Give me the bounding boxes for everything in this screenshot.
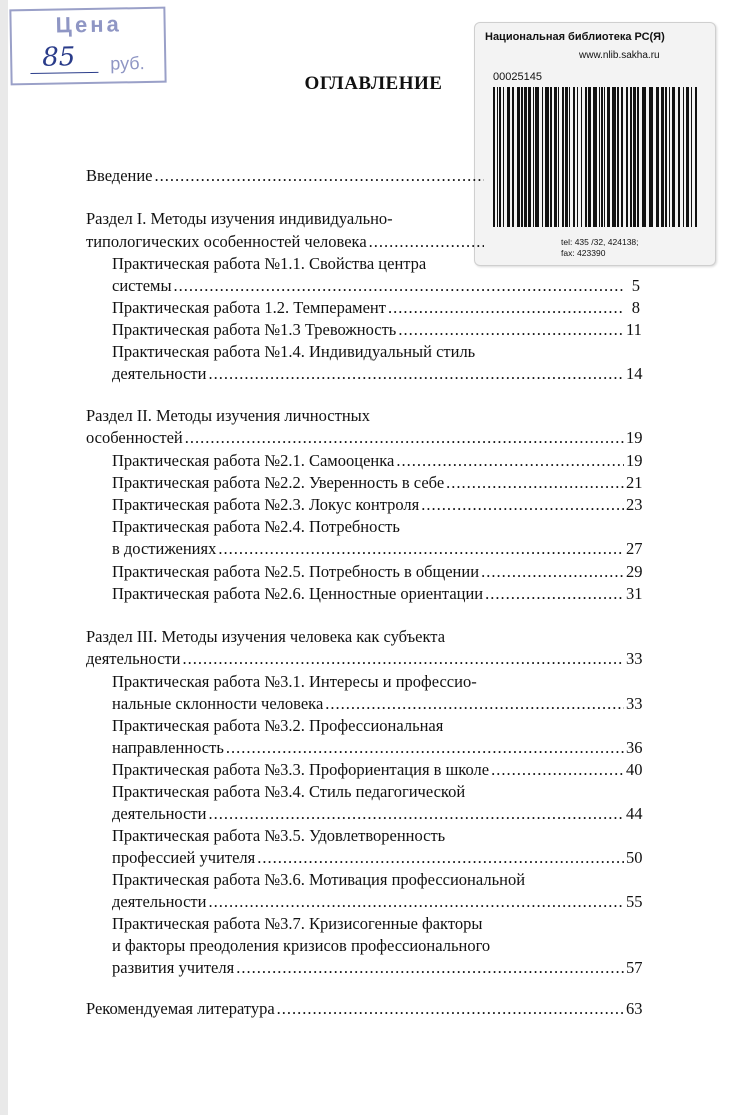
toc-leader — [208, 364, 624, 384]
toc-leader — [155, 166, 484, 186]
toc-entry-label: Практическая работа 1.2. Темперамент — [112, 298, 386, 317]
barcode-icon — [491, 87, 701, 227]
toc-leader — [491, 760, 624, 780]
toc-page-number: 5 — [631, 276, 640, 295]
toc-page-number: 33 — [626, 694, 643, 713]
toc-page-number: 50 — [626, 848, 643, 867]
toc-leader — [485, 584, 624, 604]
toc-page-number: 63 — [626, 999, 643, 1018]
toc-work-1-4[interactable] — [112, 364, 643, 384]
toc-section-1-label: типологических особенностей человека — [86, 232, 367, 251]
toc-work-1-1-title[interactable]: Практическая работа №1.1. Свойства центра — [112, 254, 427, 273]
toc-section-3[interactable] — [86, 649, 643, 669]
barcode-number: 00025145 — [493, 71, 542, 83]
toc-section-2-title[interactable]: Раздел II. Методы изучения личностных — [86, 406, 370, 425]
toc-leader — [446, 473, 624, 493]
toc-entry-label: деятельности — [112, 364, 207, 383]
toc-page-number: 21 — [626, 473, 643, 492]
toc-leader — [421, 495, 624, 515]
toc-leader — [388, 298, 624, 318]
toc-page-number: 8 — [631, 298, 640, 317]
toc-literature[interactable] — [86, 999, 643, 1019]
page-title: ОГЛАВЛЕНИЕ — [304, 73, 443, 94]
toc-work-1-4-title[interactable]: Практическая работа №1.4. Индивидуальный стиль — [112, 342, 476, 361]
toc-leader — [277, 999, 624, 1019]
toc-entry-label: системы — [112, 276, 172, 295]
toc-intro[interactable] — [86, 166, 486, 186]
toc-work-3-1-title[interactable]: Практическая работа №3.1. Интересы и профессио- — [112, 672, 477, 691]
price-stamp-price: 85 — [41, 42, 76, 73]
toc-leader — [257, 848, 624, 868]
toc-work-1-1[interactable] — [112, 276, 640, 296]
toc-work-2-1[interactable] — [112, 451, 643, 471]
toc-page-number: 57 — [626, 958, 643, 977]
toc-leader — [185, 428, 624, 448]
toc-section-2[interactable] — [86, 428, 643, 448]
toc-literature-label: Рекомендуемая литература — [86, 999, 275, 1018]
toc-work-1-3[interactable] — [112, 320, 640, 340]
toc-work-3-2[interactable] — [112, 738, 643, 758]
toc-work-2-4-title[interactable]: Практическая работа №2.4. Потребность — [112, 517, 400, 536]
toc-entry-label: Практическая работа №2.1. Самооценка — [112, 451, 395, 470]
library-barcode-label — [474, 22, 716, 266]
toc-page-number: 44 — [626, 804, 643, 823]
page-edge — [0, 0, 8, 1115]
toc-work-2-5[interactable] — [112, 562, 643, 582]
toc-page-number: 36 — [626, 738, 643, 757]
toc-work-3-4[interactable] — [112, 804, 643, 824]
toc-work-3-6[interactable] — [112, 892, 643, 912]
toc-leader — [325, 694, 624, 714]
toc-leader — [236, 958, 624, 978]
toc-work-2-4[interactable] — [112, 539, 643, 559]
toc-leader — [226, 738, 624, 758]
toc-entry-label: Практическая работа №2.5. Потребность в общении — [112, 562, 480, 581]
toc-work-3-4-title[interactable]: Практическая работа №3.4. Стиль педагогической — [112, 782, 466, 801]
toc-work-2-3[interactable] — [112, 495, 643, 515]
toc-entry-label: направленность — [112, 738, 224, 757]
toc-page-number: 55 — [626, 892, 643, 911]
toc-intro-label: Введение — [86, 166, 153, 185]
toc-page-number: 19 — [626, 428, 643, 447]
toc-entry-label: деятельности — [112, 804, 207, 823]
toc-section-1-title[interactable]: Раздел I. Методы изучения индивидуально- — [86, 209, 393, 228]
price-stamp-currency: руб. — [110, 53, 145, 74]
toc-work-2-6[interactable] — [112, 584, 643, 604]
toc-work-3-7[interactable] — [112, 958, 643, 978]
library-contacts — [561, 237, 639, 259]
toc-section-2-label: особенностей — [86, 428, 183, 447]
toc-work-3-5[interactable] — [112, 848, 643, 868]
library-site: www.nlib.sakha.ru — [579, 50, 660, 61]
toc-work-3-1[interactable] — [112, 694, 643, 714]
toc-work-3-6-title[interactable]: Практическая работа №3.6. Мотивация профессиональной — [112, 870, 526, 889]
toc-leader — [398, 320, 624, 340]
toc-section-3-title[interactable]: Раздел III. Методы изучения человека как субъекта — [86, 627, 446, 646]
toc-work-3-7-title-2[interactable]: и факторы преодоления кризисов профессионального — [112, 936, 491, 955]
library-phones: tel: 435 /32, 424138; — [561, 237, 639, 247]
toc-work-3-7-title[interactable]: Практическая работа №3.7. Кризисогенные факторы — [112, 914, 483, 933]
toc-entry-label: Практическая работа №3.3. Профориентация в школе — [112, 760, 490, 779]
toc-entry-label: нальные склонности человека — [112, 694, 324, 713]
toc-entry-label: развития учителя — [112, 958, 235, 977]
toc-page-number: 19 — [626, 451, 643, 470]
toc-entry-label: деятельности — [112, 892, 207, 911]
toc-entry-label: Практическая работа №2.3. Локус контроля — [112, 495, 420, 514]
toc-leader — [218, 539, 624, 559]
toc-entry-label: Практическая работа №1.3 Тревожность — [112, 320, 397, 339]
toc-page-number: 31 — [626, 584, 643, 603]
toc-page-number: 23 — [626, 495, 643, 514]
toc-leader — [182, 649, 624, 669]
toc-leader — [481, 562, 624, 582]
toc-leader — [369, 232, 484, 252]
price-stamp-word: Цена — [55, 11, 122, 38]
toc-page-number: 14 — [626, 364, 643, 383]
toc-section-1-line2[interactable] — [86, 232, 486, 252]
toc-work-1-2[interactable] — [112, 298, 640, 318]
toc-leader — [174, 276, 624, 296]
toc-work-3-2-title[interactable]: Практическая работа №3.2. Профессиональная — [112, 716, 444, 735]
toc-entry-label: профессией учителя — [112, 848, 256, 867]
toc-entry-label: Практическая работа №2.2. Уверенность в себе — [112, 473, 445, 492]
toc-work-3-3[interactable] — [112, 760, 643, 780]
toc-entry-label: в достижениях — [112, 539, 217, 558]
toc-page-number: 33 — [626, 649, 643, 668]
toc-work-2-2[interactable] — [112, 473, 643, 493]
library-name: Национальная библиотека РС(Я) — [485, 31, 665, 43]
toc-page-number: 27 — [626, 539, 643, 558]
toc-page-number: 40 — [626, 760, 643, 779]
toc-work-3-5-title[interactable]: Практическая работа №3.5. Удовлетворенность — [112, 826, 446, 845]
toc-page-number: 11 — [626, 320, 642, 339]
toc-page-number: 29 — [626, 562, 643, 581]
library-fax: fax: 423390 — [561, 248, 606, 258]
toc-entry-label: Практическая работа №2.6. Ценностные ориентации — [112, 584, 484, 603]
toc-section-3-label: деятельности — [86, 649, 181, 668]
toc-leader — [208, 804, 624, 824]
toc-leader — [396, 451, 624, 471]
toc-leader — [208, 892, 624, 912]
